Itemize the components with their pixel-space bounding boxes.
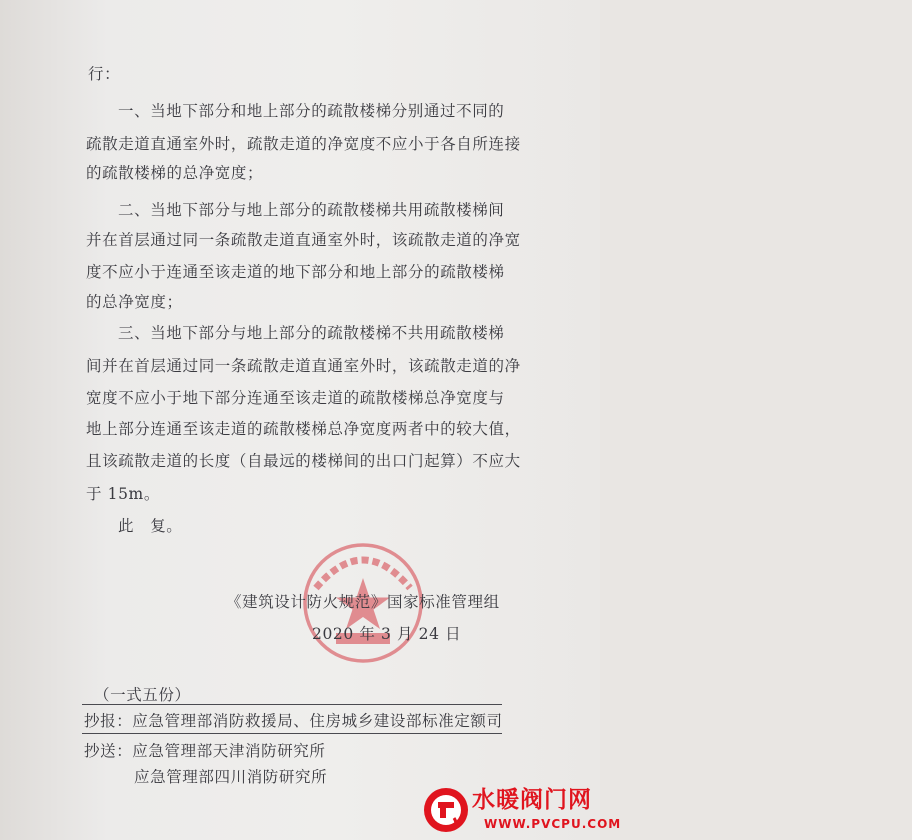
- text-line: 度不应小于连通至该走道的地下部分和地上部分的疏散楼梯: [86, 263, 505, 281]
- divider: [82, 733, 502, 734]
- watermark-url: WWW.PVCPU.COM: [484, 817, 622, 831]
- text-line: 于 15m。: [86, 485, 160, 503]
- watermark-title: 水暖阀门网: [472, 787, 592, 813]
- faucet-logo-icon: [420, 784, 472, 836]
- cc-report-line: 抄报：应急管理部消防救援局、住房城乡建设部标准定额司: [84, 712, 503, 730]
- text-line: 疏散走道直通室外时，疏散走道的净宽度不应小于各自所连接: [86, 135, 521, 153]
- signature-line: 《建筑设计防火规范》国家标准管理组: [226, 593, 500, 611]
- text-line: 的疏散楼梯的总净宽度；: [86, 164, 264, 182]
- text-line: 三、当地下部分与地上部分的疏散楼梯不共用疏散楼梯: [118, 324, 505, 342]
- text-line: 宽度不应小于地下部分连通至该走道的疏散楼梯总净宽度与: [86, 389, 505, 407]
- text-line: 间并在首层通过同一条疏散走道直通室外时，该疏散走道的净: [86, 357, 521, 375]
- cc-send-line-2: 应急管理部四川消防研究所: [134, 768, 328, 786]
- text-line: 并在首层通过同一条疏散走道直通室外时，该疏散走道的净宽: [86, 231, 521, 249]
- text-line: 一、当地下部分和地上部分的疏散楼梯分别通过不同的: [118, 102, 505, 120]
- date-line: 2020 年 3 月 24 日: [312, 625, 462, 643]
- copies-note: （一式五份）: [94, 686, 191, 704]
- text-line: 的总净宽度；: [86, 293, 183, 311]
- divider: [82, 704, 502, 705]
- text-line: 行：: [88, 65, 121, 83]
- text-line: 且该疏散走道的长度（自最远的楼梯间的出口门起算）不应大: [86, 452, 521, 470]
- text-line: 二、当地下部分与地上部分的疏散楼梯共用疏散楼梯间: [118, 201, 505, 219]
- text-line: 地上部分连通至该走道的疏散楼梯总净宽度两者中的较大值，: [86, 420, 521, 438]
- closing-text: 此 复。: [118, 517, 183, 535]
- site-watermark: [420, 784, 622, 840]
- cc-send-line: 抄送：应急管理部天津消防研究所: [84, 742, 326, 760]
